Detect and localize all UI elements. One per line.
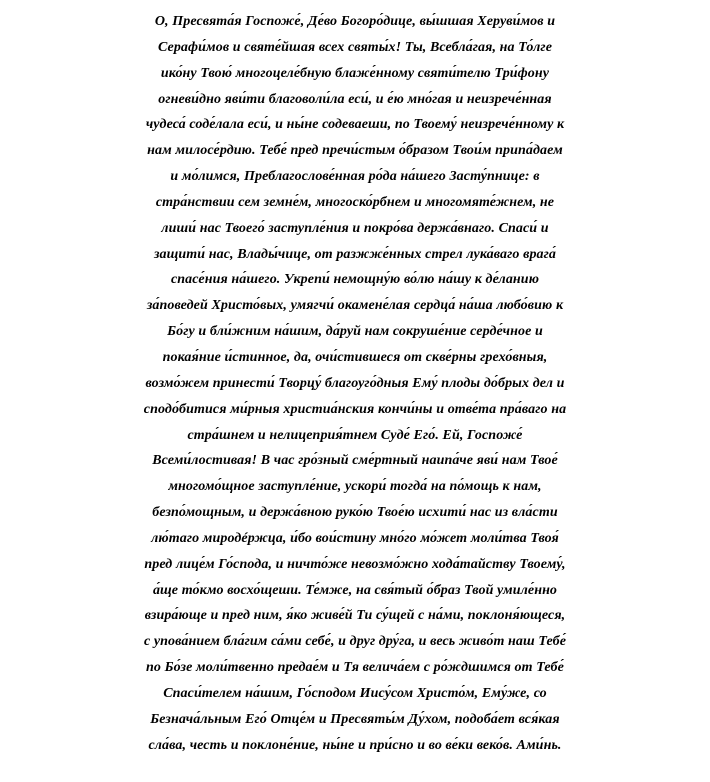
text-line: О, Пресвята́я Госпоже́, Де́во Богоро́дице, вы́шшая Херуви́мов и [154,14,556,29]
text-line: лю́таго миродéржца, и́бо вои́стину мно́го мо́жет моли́тва Твоя́ [151,530,559,546]
text-line: взира́юще и пред ним, я́ко живе́й Ти су́щей с на́ми, поклоня́ющеся, [144,608,566,624]
text-line: а́ще то́кмо восхо́щеши. Те́мже, на свя́тый о́браз Твой умиле́нно [152,582,558,598]
text-line: чудеса́ соде́лала еси́, и ны́не содеваеши, по Твоему́ неизрече́нному к [145,117,565,133]
text-line: сподо́битися ми́рныя христиа́нския кончи́ны и отве́та пра́ваго на [143,401,567,417]
text-line: безпо́мощным, и держа́вною руко́ю Твое́ю исхити́ нас из вла́сти [152,505,558,521]
text-line: покая́ние и́стинное, да, очи́стившеся от скве́рны грехо́вныя, [162,349,548,365]
text-line: за́поведей Христо́вых, умягчи́ окамене́лая сердца́ на́ша любо́вию к [146,298,564,314]
text-line: пред лице́м Го́спода, и ничто́же невозмо́жно хода́тайству Твоему́, [144,556,566,572]
text-line: Серафи́мов и святе́йшая всех святы́х! Ты, Всебла́гая, на То́лге [157,39,553,55]
text-line: Всеми́лостивая! В час гро́зный сме́ртный наипа́че яви́ нам Твое́ [152,453,558,469]
text-line: стра́шнем и нелицеприя́тнем Суде́ Его́. Ей, Госпоже́ [187,427,523,443]
text-line: защити́ нас, Влады́чице, от разжже́нных стрел лука́ваго врага́ [153,246,557,262]
text-line: стра́нствии сем земне́м, многоско́рбнем и многомяте́жнем, не [155,194,555,210]
text-line: спасе́ния на́шего. Укрепи́ немощну́ю во́лю на́шу к де́ланию [170,272,540,288]
text-line: сла́ва, честь и поклоне́ние, ны́не и при́сно и во ве́ки веко́в. Ами́нь. [148,737,562,753]
text-line: возмо́жем принести́ Творцу́ благоуго́дныя Ему́ плоды до́брых дел и [145,375,565,391]
text-line: Безнача́льным Его́ Отце́м и Пресвяты́м Ду́хом, подоба́ет вся́кая [150,711,560,727]
prayer-text-block [0,9,710,758]
text-line: нам милосе́рдию. Тебе́ пред пречи́стым о́бразом Твои́м припа́даем [147,143,563,159]
text-line: с упова́нием бла́гим са́ми себе́, и друг дру́га, и весь живо́т наш Тебе́ [143,634,567,650]
text-line: и мо́лимся, Преблагослове́нная ро́да на́шего Засту́пнице: в [170,169,540,185]
text-line: лиши́ нас Твоего́ заступле́ния и покро́ва держа́внаго. Спаси́ и [161,220,549,236]
text-line: Спаси́телем на́шим, Го́сподом Иису́сом Христо́м, Ему́же, со [163,685,547,701]
text-line: огневи́дно яви́ти благоволи́ла еси́, и е́ю мно́гая и неизрече́нная [158,91,552,107]
text-line: Бо́гу и бли́жним на́шим, да́руй нам сокруше́ние серде́чное и [167,324,543,340]
text-line: многомо́щное заступле́ние, ускори́ тогда́ на по́мощь к нам, [168,479,542,495]
text-line: ико́ну Твою́ многоцеле́бную блаже́нному святи́телю Три́фону [160,65,550,81]
text-line: по Бо́зе моли́твенно предае́м и Тя велича́ем с ро́ждшимся от Тебе́ [146,660,564,676]
